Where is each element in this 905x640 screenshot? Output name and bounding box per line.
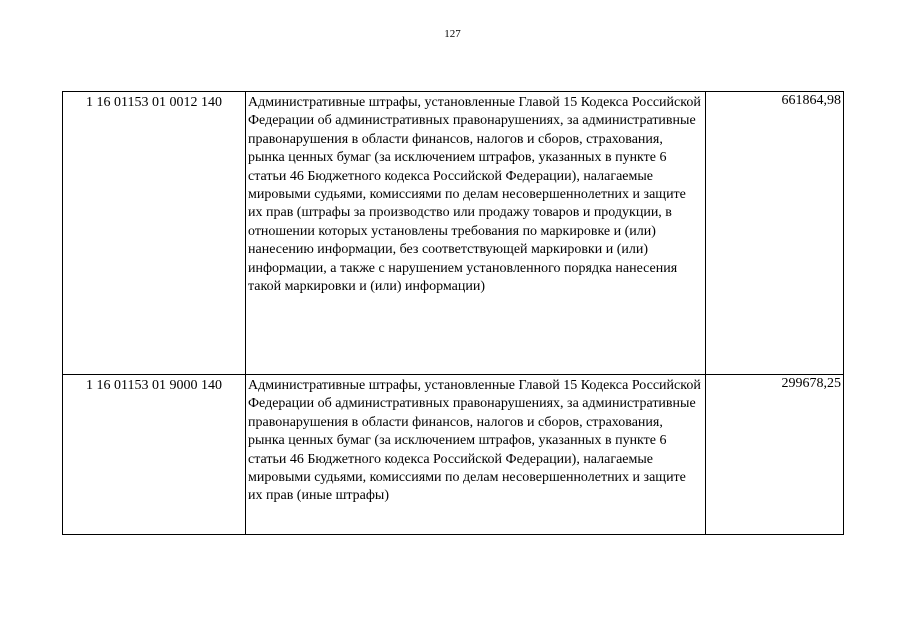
budget-classification-code-cell	[63, 375, 246, 535]
budget-classification-code: 1 16 01153 01 0012 140	[86, 95, 222, 110]
amount-value: 661864,98	[781, 93, 841, 108]
budget-classification-code: 1 16 01153 01 9000 140	[86, 378, 222, 393]
budget-revenue-table	[62, 91, 844, 535]
amount-cell	[706, 92, 844, 375]
table-row	[63, 92, 844, 375]
amount-value: 299678,25	[781, 376, 841, 391]
revenue-description: Административные штрафы, установленные Главой 15 Кодекса Российской Федерации об административных правонарушениях, за административные правонарушения в области финансов, налогов и сборов, страхования, рынка ценных бумаг (за исключением штрафов, указанных в пункте 6 статьи 46 Бюджетного кодекса Российской Федерации), налагаемые мировыми судьями, комиссиями по делам несовершеннолетних и защите их прав (штрафы за производство или продажу товаров и продукции, в отношении которых установлены требования по маркировке и (или) нанесению информации, без соответствующей маркировки и (или) информации, а также с нарушением установленного порядка нанесения такой маркировки и (или) информации)	[248, 95, 701, 295]
revenue-description-cell	[246, 375, 706, 535]
table-row	[63, 375, 844, 535]
page-number: 127	[444, 28, 461, 40]
revenue-description-cell	[246, 92, 706, 375]
amount-cell	[706, 375, 844, 535]
budget-classification-code-cell	[63, 92, 246, 375]
revenue-description: Административные штрафы, установленные Главой 15 Кодекса Российской Федерации об административных правонарушениях, за административные правонарушения в области финансов, налогов и сборов, страхования, рынка ценных бумаг (за исключением штрафов, указанных в пункте 6 статьи 46 Бюджетного кодекса Российской Федерации), налагаемые мировыми судьями, комиссиями по делам несовершеннолетних и защите их прав (иные штрафы)	[248, 378, 701, 504]
